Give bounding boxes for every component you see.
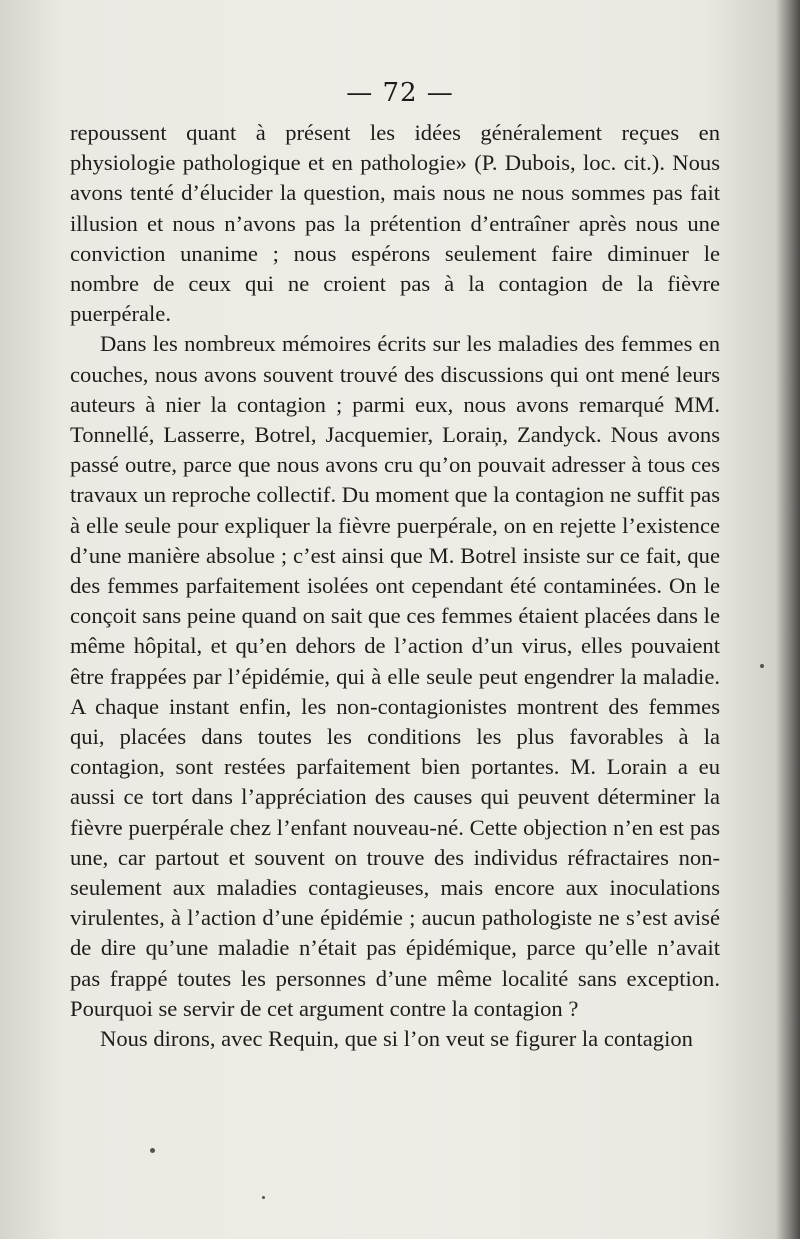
paragraph-continuation: repoussent quant à présent les idées généralement reçues en physiologie pathologique et en pathologie» (P. Dubois, loc. cit.). Nous avons tenté d’élucider la question, mais nous ne nous sommes pas fait illusion et nous n’avons pas la prétention d’entraîner après nous une conviction unanime ; nous espérons seulement faire diminuer le nombre de ceux qui ne croient pas à la contagion de la fièvre puerpérale. — [70, 120, 720, 327]
page-gutter-shadow — [776, 0, 800, 1239]
paper-speck — [262, 1196, 265, 1199]
body-text — [70, 118, 720, 1054]
paper-speck — [150, 1148, 155, 1153]
paper-speck — [760, 664, 764, 668]
page-number: — 72 — — [346, 78, 454, 108]
paragraph-contagion-discussion: Dans les nombreux mémoires écrits sur les maladies des femmes en couches, nous avons souvent trouvé des discussions qui ont mené leurs auteurs à nier la contagion ; parmi eux, nous avons remarqué MM. Tonnellé, Lasserre, Botrel, Jacquemier, Loraiņ, Zandyck. Nous avons passé outre, parce que nous avons cru qu’on pouvait adresser à tous ces travaux un reproche collectif. Du moment que la contagion ne suffit pas à elle seule pour expliquer la fièvre puerpérale, on en rejette l’existence d’une manière absolue ; c’est ainsi que M. Botrel insiste sur ce fait, que des femmes parfaitement isolées ont cependant été contaminées. On le conçoit sans peine quand on sait que ces femmes étaient placées dans le même hôpital, et qu’en dehors de l’action d’un virus, elles pouvaient être frappées par l’épidémie, qui à elle seule peut engendrer la maladie. A chaque instant enfin, les non-contagionistes montrent des femmes qui, placées dans toutes les conditions les plus favorables à la contagion, sont restées parfaitement bien portantes. M. Lorain a eu aussi ce tort dans l’appréciation des causes qui peuvent déterminer la fièvre puerpérale chez l’enfant nouveau-né. Cette objection n’en est pas une, car partout et souvent on trouve des individus réfractaires non-seulement aux maladies contagieuses, mais encore aux inoculations virulentes, à l’action d’une épidémie ; aucun pathologiste ne s’est avisé de dire qu’une maladie n’était pas épidémique, parce qu’elle n’avait pas frappé toutes les personnes d’une même localité sans exception. Pourquoi se servir de cet argument contre la contagion ? — [70, 331, 720, 1021]
paragraph-requin: Nous dirons, avec Requin, que si l’on veut se figurer la contagion — [100, 1026, 693, 1052]
